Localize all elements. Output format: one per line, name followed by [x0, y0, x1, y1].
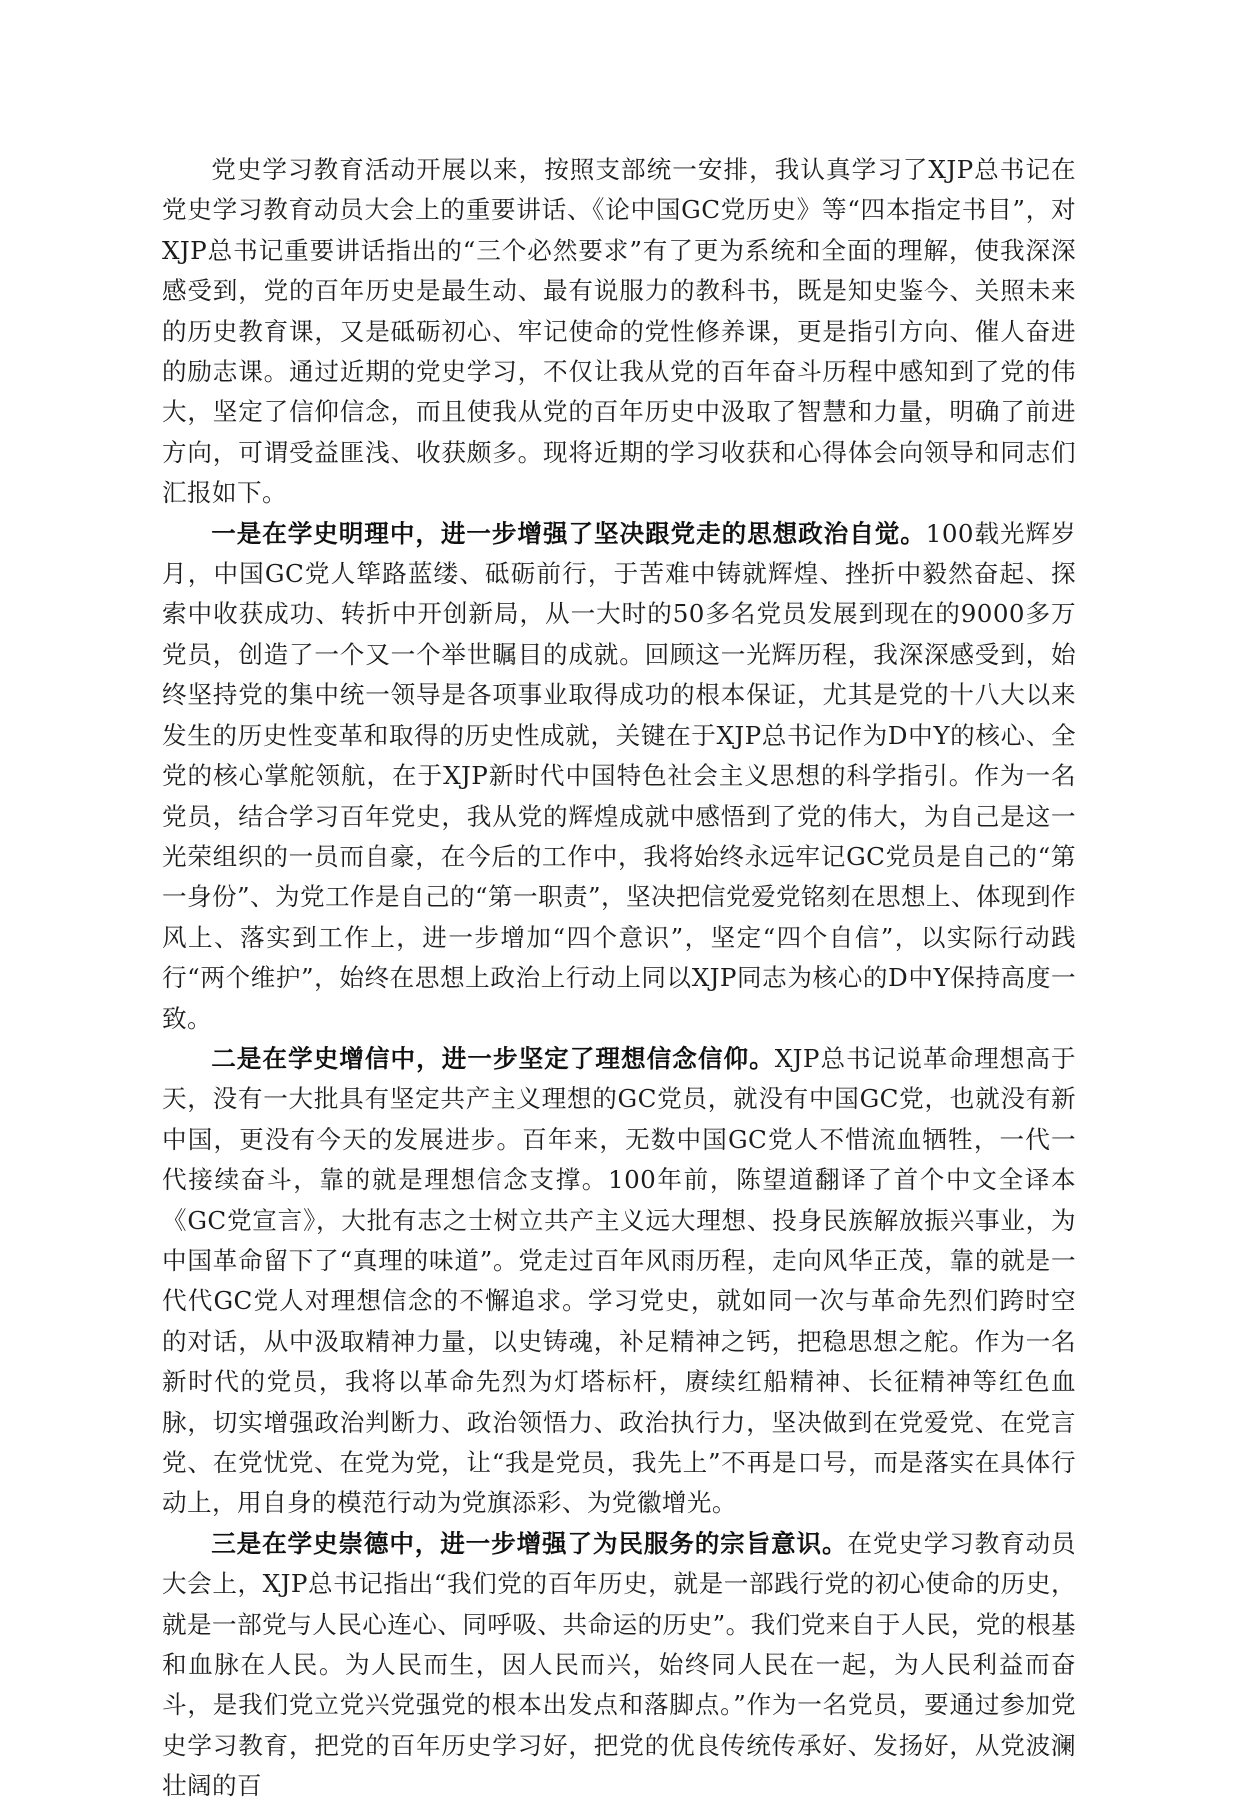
- paragraph-point-two-heading: 二是在学史增信中，进一步坚定了理想信念信仰。: [211, 1043, 775, 1073]
- paragraph-point-one-text: 100载光辉岁月，中国GC党人筚路蓝缕、砥砺前行，于苦难中铸就辉煌、挫折中毅然奋起、探索中收获成功、转折中开创新局，从一大时的50多名党员发展到现在的9000多万党员，创造了一个又一个举世瞩目的成就。回顾这一光辉历程，我深深感受到，始终坚持党的集中统一领导是各项事业取得成功的根本保证，尤其是党的十八大以来发生的历史性变革和取得的历史性成就，关键在于XJP总书记作为D中Y的核心、全党的核心掌舵领航，在于XJP新时代中国特色社会主义思想的科学指引。作为一名党员，结合学习百年党史，我从党的辉煌成就中感悟到了党的伟大，为自己是这一光荣组织的一员而自豪，在今后的工作中，我将始终永远牢记GC党员是自己的“第一身份”、为党工作是自己的“第一职责”，坚决把信党爱党铭刻在思想上、体现到作风上、落实到工作上，进一步增加“四个意识”，坚定“四个自信”，以实际行动践行“两个维护”，始终在思想上政治上行动上同以XJP同志为核心的D中Y保持高度一致。: [162, 518, 1077, 1033]
- paragraph-point-two-text: XJP总书记说革命理想高于天，没有一大批具有坚定共产主义理想的GC党员，就没有中国GC党，也就没有新中国，更没有今天的发展进步。百年来，无数中国GC党人不惜流血牺牲，一代一代接续奋斗，靠的就是理想信念支撑。100年前，陈望道翻译了首个中文全译本《GC党宣言》，大批有志之士树立共产主义远大理想、投身民族解放振兴事业，为中国革命留下了“真理的味道”。党走过百年风雨历程，走向风华正茂，靠的就是一代代GC党人对理想信念的不懈追求。学习党史，就如同一次与革命先烈们跨时空的对话，从中汲取精神力量，以史铸魂，补足精神之钙，把稳思想之舵。作为一名新时代的党员，我将以革命先烈为灯塔标杆，赓续红船精神、长征精神等红色血脉，切实增强政治判断力、政治领悟力、政治执行力，坚决做到在党爱党、在党言党、在党忧党、在党为党，让“我是党员，我先上”不再是口号，而是落实在具体行动上，用自身的模范行动为党旗添彩、为党徽增光。: [162, 1043, 1076, 1518]
- paragraph-point-three: [162, 1524, 1076, 1807]
- paragraph-point-one: [162, 514, 1076, 1039]
- paragraph-point-three-text: 在党史学习教育动员大会上，XJP总书记指出“我们党的百年历史，就是一部践行党的初心使命的历史，就是一部党与人民心连心、同呼吸、共命运的历史”。我们党来自于人民，党的根基和血脉在人民。为人民而生，因人民而兴，始终同人民在一起，为人民利益而奋斗，是我们党立党兴党强党的根本出发点和落脚点。”作为一名党员，要通过参加党史学习教育，把党的百年历史学习好，把党的优良传统传承好、发扬好，从党波澜壮阔的百: [162, 1528, 1076, 1801]
- document-body: [162, 150, 1076, 1807]
- paragraph-point-two: [162, 1039, 1076, 1524]
- paragraph-intro: [162, 150, 1076, 514]
- paragraph-intro-text: 党史学习教育活动开展以来，按照支部统一安排，我认真学习了XJP总书记在党史学习教育动员大会上的重要讲话、《论中国GC党历史》等“四本指定书目”，对XJP总书记重要讲话指出的“三个必然要求”有了更为系统和全面的理解，使我深深感受到，党的百年历史是最生动、最有说服力的教科书，既是知史鉴今、关照未来的历史教育课，又是砥砺初心、牢记使命的党性修养课，更是指引方向、催人奋进的励志课。通过近期的党史学习，不仅让我从党的百年奋斗历程中感知到了党的伟大，坚定了信仰信念，而且使我从党的百年历史中汲取了智慧和力量，明确了前进方向，可谓受益匪浅、收获颇多。现将近期的学习收获和心得体会向领导和同志们汇报如下。: [162, 155, 1076, 508]
- paragraph-point-one-heading: 一是在学史明理中，进一步增强了坚决跟党走的思想政治自觉。: [211, 518, 926, 548]
- paragraph-point-three-heading: 三是在学史崇德中，进一步增强了为民服务的宗旨意识。: [211, 1528, 848, 1558]
